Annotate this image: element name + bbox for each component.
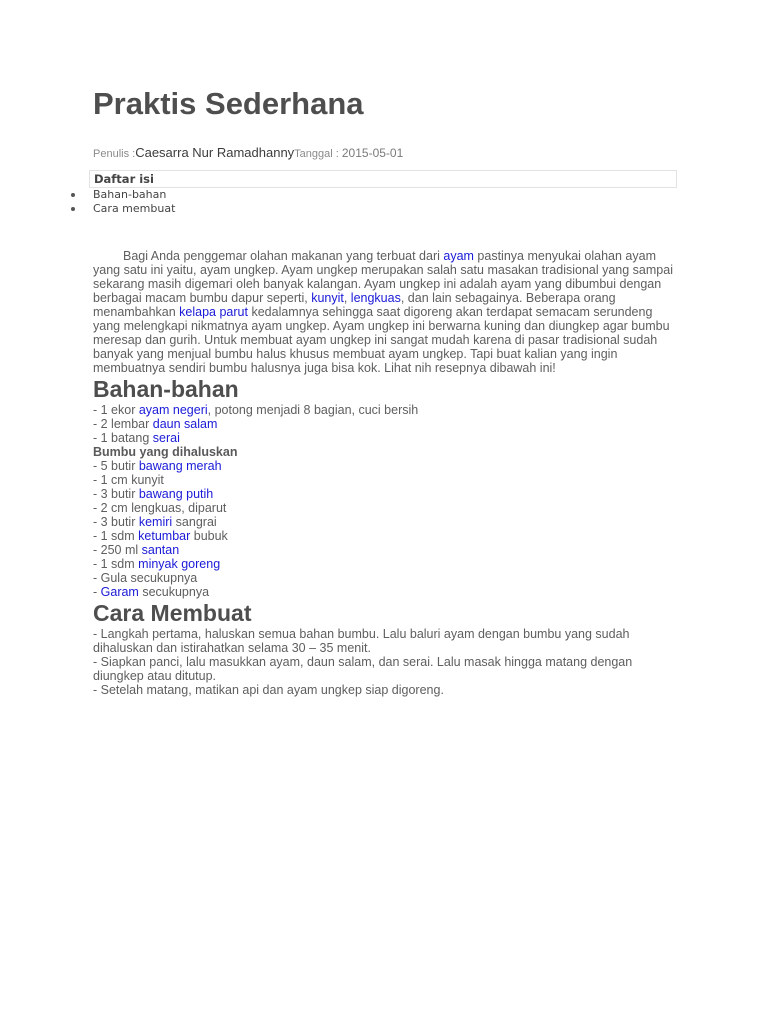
ingredient-text: - 3 butir: [93, 487, 139, 501]
ingredient-text: bubuk: [190, 529, 228, 543]
toc-heading-box: [89, 170, 677, 188]
page-title: Praktis Sederhana: [93, 86, 364, 121]
link-serai[interactable]: serai: [152, 431, 180, 445]
link-minyak-goreng[interactable]: minyak goreng: [138, 557, 221, 571]
ingredient-text: - 2 lembar: [93, 417, 153, 431]
article-body: [93, 249, 681, 697]
step-item: - Langkah pertama, haluskan semua bahan bumbu. Lalu baluri ayam dengan bumbu yang sudah dihaluskan dan istirahatkan selama 30 – 35 menit.: [93, 627, 630, 655]
link-daun-salam[interactable]: daun salam: [152, 417, 218, 431]
ingredient-text: - 5 butir: [93, 459, 139, 473]
step-item: - Setelah matang, matikan api dan ayam ungkep siap digoreng.: [93, 683, 444, 697]
publish-date: 2015-05-01: [341, 146, 404, 160]
link-ayam-negeri[interactable]: ayam negeri: [138, 403, 208, 417]
section-heading-cara: Cara Membuat: [93, 600, 252, 626]
link-kunyit[interactable]: kunyit: [311, 291, 344, 305]
link-bawang-merah[interactable]: bawang merah: [138, 459, 222, 473]
ingredient-item: [93, 515, 681, 529]
subheading-bumbu: Bumbu yang dihaluskan: [93, 445, 238, 459]
ingredient-item: - Gula secukupnya: [93, 571, 198, 585]
ingredient-item: - 1 cm kunyit: [93, 473, 164, 487]
link-garam[interactable]: Garam: [100, 585, 139, 599]
toc-item-cara[interactable]: Cara membuat: [93, 202, 176, 215]
intro-paragraph: [93, 249, 681, 375]
ingredient-item: [93, 403, 681, 417]
link-lengkuas[interactable]: lengkuas: [350, 291, 401, 305]
intro-text: ,: [343, 291, 351, 305]
ingredient-item: [93, 431, 681, 445]
ingredient-item: [93, 529, 681, 543]
toc-list: [93, 188, 175, 216]
ingredient-item: - 2 cm lengkuas, diparut: [93, 501, 227, 515]
ingredient-text: secukupnya: [138, 585, 210, 599]
toc-item-bahan[interactable]: Bahan-bahan: [93, 188, 175, 202]
author-label: Penulis :: [93, 148, 136, 160]
toc-heading: Daftar isi: [94, 172, 154, 186]
intro-text: pastinya menyukai olahan ayam yang satu ini yaitu, ayam ungkep. Ayam ungkep merupakan salah satu masakan tradisional yang sampai sekarang masih digemari oleh banyak kalangan. Ayam ungkep ini adalah ayam yang dibumbui dengan berbagai macam bumbu dapur seperti,: [93, 249, 673, 305]
link-kemiri[interactable]: kemiri: [138, 515, 173, 529]
link-bawang-putih[interactable]: bawang putih: [138, 487, 214, 501]
article-meta: [93, 145, 403, 160]
ingredient-item: [93, 585, 681, 599]
intro-text: Bagi Anda penggemar olahan makanan yang terbuat dari: [123, 249, 444, 263]
ingredient-item: [93, 459, 681, 473]
intro-text: , dan lain sebagainya. Beberapa orang menambahkan: [93, 291, 616, 319]
ingredient-text: - 250 ml: [93, 543, 142, 557]
section-heading-bahan: Bahan-bahan: [93, 376, 239, 402]
ingredient-text: sangrai: [172, 515, 217, 529]
ingredient-text: , potong menjadi 8 bagian, cuci bersih: [207, 403, 419, 417]
ingredient-text: - 1 sdm: [93, 557, 139, 571]
ingredient-item: [93, 487, 681, 501]
link-ketumbar[interactable]: ketumbar: [138, 529, 191, 543]
step-item: - Siapkan panci, lalu masukkan ayam, daun salam, dan serai. Lalu masak hingga matang dengan diungkep atau ditutup.: [93, 655, 633, 683]
intro-text: kedalamnya sehingga saat digoreng akan terdapat semacam serundeng yang melengkapi nikmatnya ayam ungkep. Ayam ungkep ini berwarna kuning dan diungkep agar bumbu meresap dan gurih. Untuk membuat ayam ungkep ini sangat mudah karena di pasar tradisional sudah banyak yang menjual bumbu halus khusus membuat ayam ungkep. Tapi buat kalian yang ingin membuatnya sendiri bumbu halusnya juga bisa kok. Lihat nih resepnya dibawah ini!: [93, 305, 670, 375]
ingredient-item: [93, 543, 681, 557]
link-kelapa-parut[interactable]: kelapa parut: [179, 305, 248, 319]
ingredient-text: - 3 butir: [93, 515, 139, 529]
link-santan[interactable]: santan: [141, 543, 180, 557]
link-ayam[interactable]: ayam: [443, 249, 474, 263]
ingredient-text: -: [93, 585, 101, 599]
date-label: Tanggal :: [294, 148, 342, 160]
ingredient-text: - 1 sdm: [93, 529, 139, 543]
ingredient-text: - 1 batang: [93, 431, 153, 445]
ingredient-item: [93, 417, 681, 431]
ingredient-text: - 1 ekor: [93, 403, 139, 417]
author-name: Caesarra Nur Ramadhanny: [135, 145, 295, 160]
ingredient-item: [93, 557, 681, 571]
